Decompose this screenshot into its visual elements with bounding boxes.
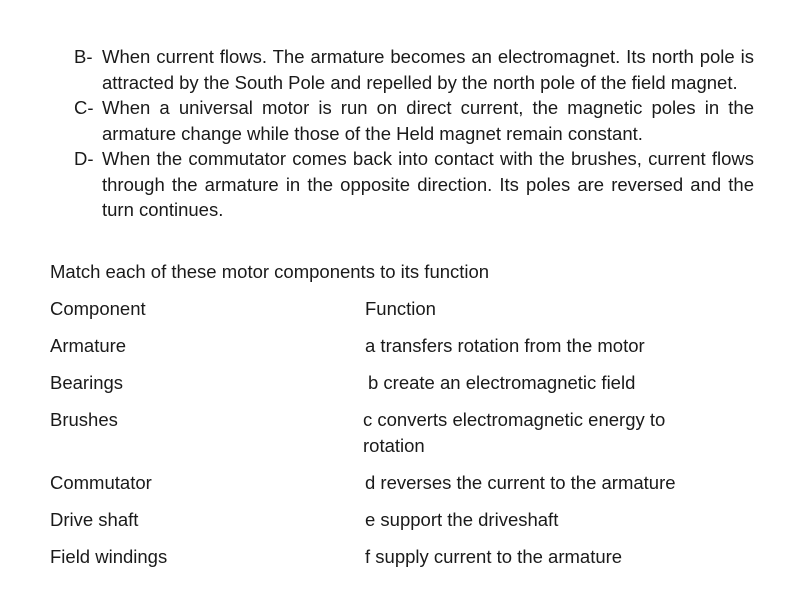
statement-c [74,95,754,146]
function-d: d reverses the current to the armature [365,472,676,493]
component-field-windings: Field windings [50,546,168,567]
function-e: e support the driveshaft [365,509,559,530]
statement-marker: B- [74,46,93,67]
statement-list [74,44,754,223]
component-bearings: Bearings [50,372,124,393]
statement-marker: D- [74,148,94,169]
statement-b [74,44,754,95]
header-function: Function [365,298,436,319]
statement-text: When the commutator comes back into contact with the brushes, current flows through the armature in the opposite direction. Its poles are reversed and the turn continues. [102,148,754,220]
statement-d [74,146,754,223]
component-armature: Armature [50,335,127,356]
function-f: f supply current to the armature [365,546,623,567]
function-b: b create an electromagnetic field [368,372,636,393]
component-brushes: Brushes [50,409,118,430]
instruction-text: Match each of these motor components to its function [50,261,490,282]
function-a: a transfers rotation from the motor [365,335,645,356]
component-commutator: Commutator [50,472,152,493]
component-drive-shaft: Drive shaft [50,509,139,530]
statement-text: When current flows. The armature becomes an electromagnet. Its north pole is attracted by the South Pole and repelled by the north pole of the field magnet. [102,46,754,93]
function-c: c converts electromagnetic energy to rotation [363,409,666,456]
statement-text: When a universal motor is run on direct current, the magnetic poles in the armature change while those of the Held magnet remain constant. [102,97,754,144]
statement-marker: C- [74,97,94,118]
header-component: Component [50,298,146,319]
